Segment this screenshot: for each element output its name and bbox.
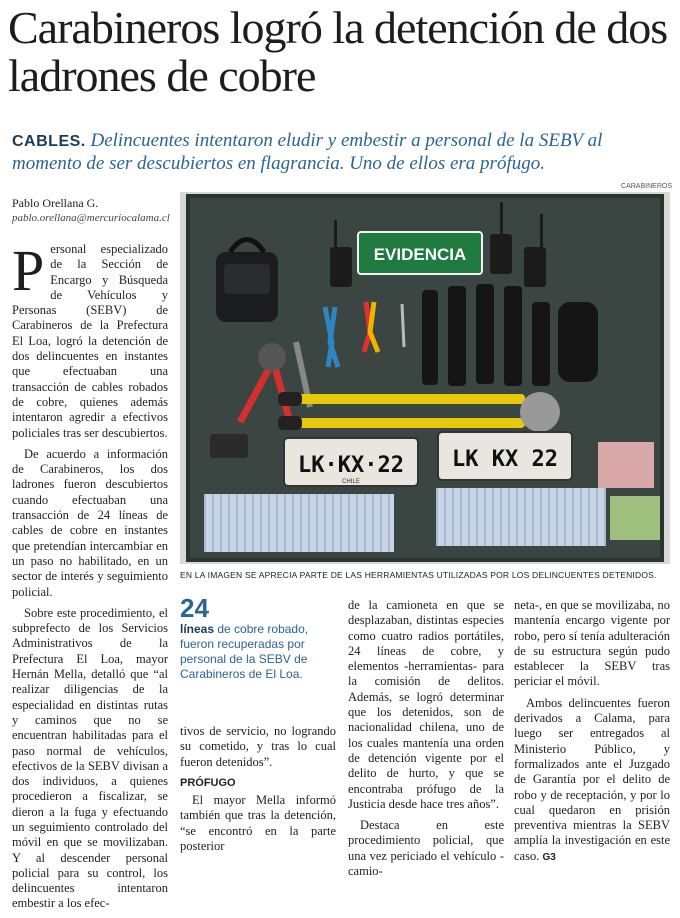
article-column-3	[348, 598, 504, 885]
dropcap: P	[12, 238, 45, 303]
body-paragraph: neta-, en que se movilizaba, no mantenía encargo vigente por robo, pero sí tenía adulteración de su estructura según pudo establecer la SEBV tras periciar el móvil.	[514, 598, 670, 689]
license-plate: LK KX 22	[452, 447, 558, 472]
headline: Carabineros logró la detención de dos ladrones de cobre	[8, 2, 668, 101]
body-paragraph: Destaca en este procedimiento policial, que una vez periciado el vehículo -camio-	[348, 818, 504, 879]
author-email[interactable]: pablo.orellana@mercuriocalama.cl	[12, 212, 170, 224]
author: Pablo Orellana G.	[12, 196, 99, 210]
article-column-4	[514, 598, 670, 871]
fact-description: de cobre robado, fueron recuperadas por personal de la SEBV de Carabineros de El Loa.	[180, 622, 309, 681]
license-plate-country: CHILE	[342, 479, 360, 485]
article-column-1	[12, 238, 168, 918]
lead-paragraph	[12, 130, 672, 175]
fact-box	[180, 594, 340, 682]
license-plate: LK·KX·22	[298, 453, 404, 478]
fact-text	[180, 622, 340, 682]
fact-bold: líneas	[180, 622, 215, 636]
fact-number: 24	[180, 593, 209, 623]
body-paragraph: Sobre este procedimiento, el subprefecto de los Servicios Administrativos de la Prefectura El Loa, mayor Hernán Mella, detalló que “al realizar diligencias de la especialidad en distintas rutas y caminos que no se encuentran habilitadas para el paso normal de vehículos, efectivos de la SEBV divisan a dos individuos, a quienes procedieron a fiscalizar, se dieron a la fuga y efectuando un seguimiento controlado del móvil en que se movilizaban. Y al descender personal policial para su control, los delincuentes intentaron embestir a los efec-	[12, 605, 168, 911]
body-paragraph: El mayor Mella informó también que tras la detención, “se encontró en la parte posterior	[180, 793, 336, 854]
end-mark: G3	[542, 851, 556, 863]
subhead: PRÓFUGO	[180, 776, 236, 789]
body-paragraph: de la camioneta en que se desplazaban, distintas especies como cuatro radios portátiles, 24 líneas de cobre, y elementos -herramientas- para la comisión de delitos. Además, se logró determinar que los detenidos, son de nacionalidad chilena, uno de los cuales mantenía una orden de detención vigente por el delito de hurto, y que se encontraba prófugo de la Justicia desde hace tres años”.	[348, 598, 504, 811]
photo-credit: CARABINEROS	[621, 183, 672, 190]
evidence-sign: EVIDENCIA	[373, 245, 467, 264]
evidence-photo	[180, 192, 670, 564]
body-paragraph	[514, 696, 670, 865]
body-paragraph: tivos de servicio, no logrando su cometido, y tras lo cual fueron detenidos”.	[180, 724, 336, 769]
article-column-2	[180, 724, 336, 860]
lead-text: Delincuentes intentaron eludir y embestir a personal de la SEBV al momento de ser descubiertos en flagrancia. Uno de ellos era prófugo.	[12, 130, 603, 174]
body-text: Ambos delincuentes fueron derivados a Calama, para luego ser entregados al Ministerio Público, y formalizados ante el Juzgado de Garantía por el delito de robo y de receptación, y por lo cual quedaron en prisión preventiva mientras la SEBV amplía la investigación en este caso.	[514, 695, 670, 863]
photo-caption: EN LA IMAGEN SE APRECIA PARTE DE LAS HERRAMIENTAS UTILIZADAS POR LOS DELINCUENTES DETENIDOS.	[180, 570, 657, 580]
body-paragraph: ersonal especializado de la Sección de Encargo y Búsqueda de Vehículos y Personas (SEBV) de Carabineros de la Prefectura El Loa, logró la detención de dos delincuentes en instantes que efectuaban una transacción de cables robados de cobre, quienes además intentaron agredir a efectivos policiales tras ser descubiertos.	[12, 242, 168, 440]
body-paragraph: De acuerdo a información de Carabineros, los dos ladrones fueron descubiertos cuando efectuaban una transacción de 24 líneas de cables de cobre en instantes que pretendían intercambiar en un paso no habilitado, en un sector de interés y seguimiento policial.	[12, 446, 168, 599]
kicker: CABLES.	[12, 133, 86, 150]
